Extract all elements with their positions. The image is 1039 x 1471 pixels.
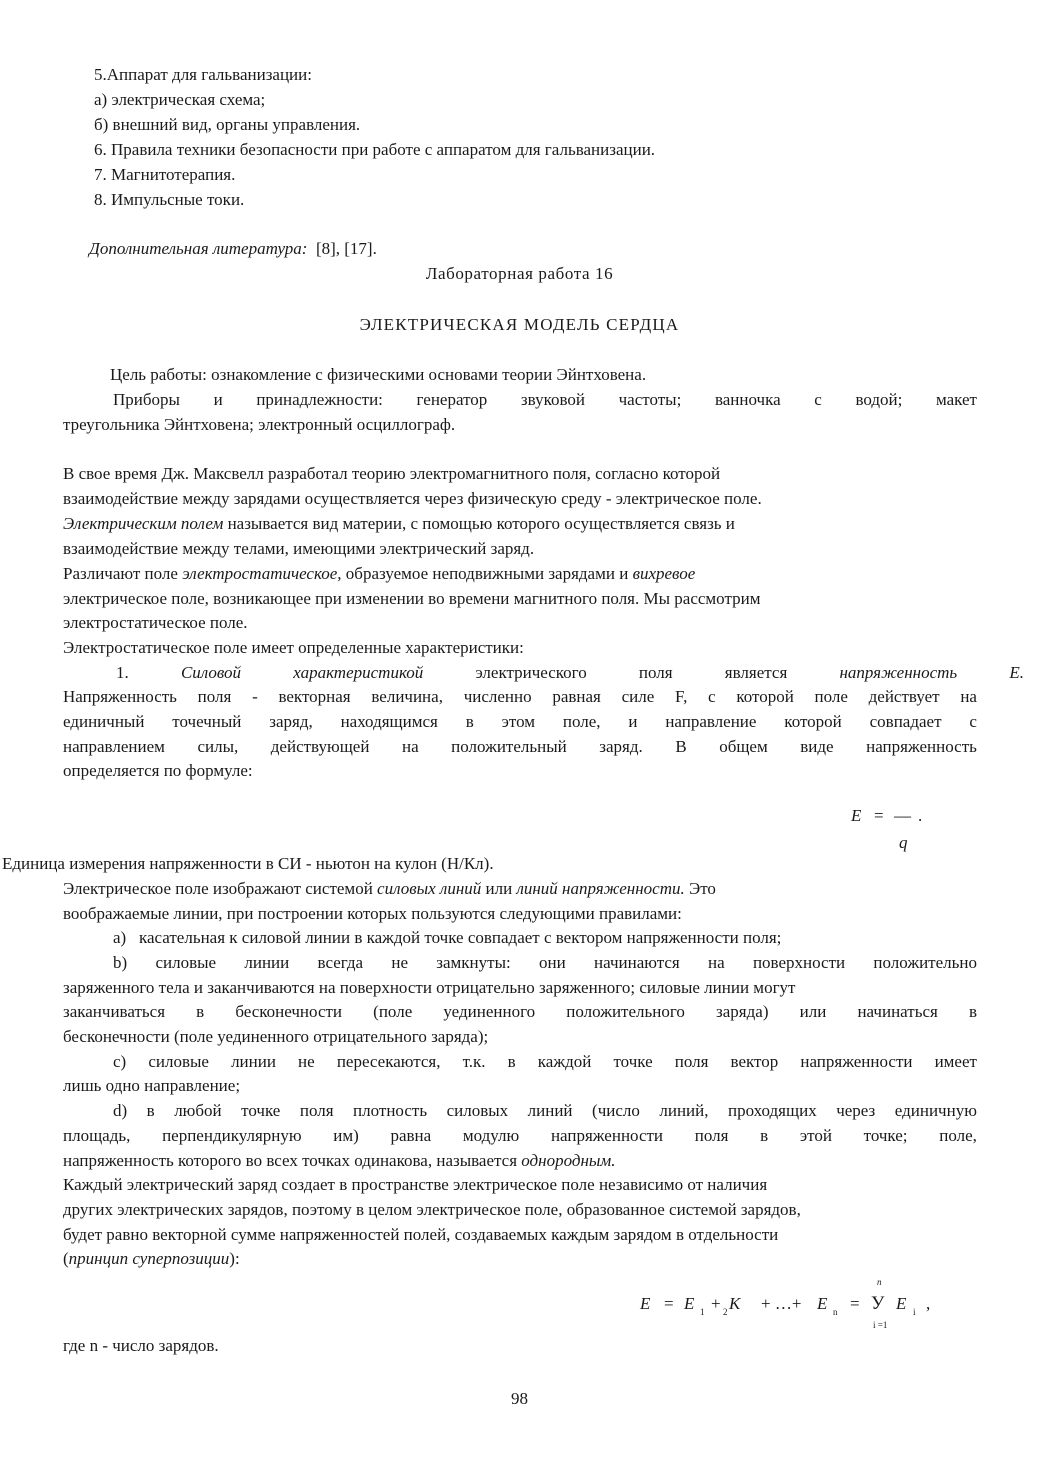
- paragraph-line: В свое время Дж. Максвелл разработал теорию электромагнитного поля, согласно которой: [63, 464, 721, 483]
- paragraph-line: электрическое поле, возникающее при изменении во времени магнитного поля. Мы рассмотрим: [63, 589, 761, 608]
- characteristic-line-3: единичный точечный заряд, находящимся в этом поле, и направление которой совпадает с: [63, 712, 977, 731]
- list-item-6: 6. Правила техники безопасности при работе с аппаратом для гальванизации.: [94, 140, 656, 159]
- rule-d-line-3: напряженность которого во всех точках одинакова, называется однородным.: [63, 1151, 616, 1170]
- page-title: ЭЛЕКТРИЧЕСКАЯ МОДЕЛЬ СЕРДЦА: [359, 315, 680, 334]
- list-item-5: 5.Аппарат для гальванизации:: [94, 65, 312, 84]
- unit-line: Единица измерения напряженности в СИ - ньютон на кулон (Н/Кл).: [2, 854, 494, 873]
- literature-label: Дополнительная литература:: [89, 239, 308, 258]
- literature-refs: [8], [17].: [315, 239, 377, 258]
- rule-b-line-4: бесконечности (поле уединенного отрицательного заряда);: [63, 1027, 489, 1046]
- list-item-5b: б) внешний вид, органы управления.: [94, 115, 361, 134]
- rule-d-line-2: площадь, перпендикулярную им) равна модулю напряженности поля в этой точке; поле,: [63, 1126, 977, 1145]
- paragraph-line: электростатическое поле.: [63, 613, 248, 632]
- paragraph-line: Электрическое поле изображают системой силовых линий или линий напряженности. Это: [63, 879, 716, 898]
- rule-c-line-1: c) силовые линии не пересекаются, т.к. в каждой точке поля вектор напряженности имеет: [113, 1052, 977, 1071]
- additional-literature: [89, 238, 377, 260]
- list-item-8: 8. Импульсные токи.: [94, 190, 245, 209]
- equipment-line-1: Приборы и принадлежности: генератор звуковой частоты; ванночка с водой; макет: [113, 390, 977, 409]
- paragraph-line: Электростатическое поле имеет определенные характеристики:: [63, 638, 524, 657]
- paragraph-line: других электрических зарядов, поэтому в целом электрическое поле, образованное системой зарядов,: [63, 1200, 801, 1219]
- paragraph-line: Каждый электрический заряд создает в пространстве электрическое поле независимо от наличия: [63, 1175, 768, 1194]
- rule-d-line-1: d) в любой точке поля плотность силовых линий (число линий, проходящих через единичную: [113, 1101, 977, 1120]
- paragraph-line: взаимодействие между зарядами осуществляется через физическую среду - электрическое поле.: [63, 489, 762, 508]
- characteristic-line-1: 1. Силовой характеристикой электрического поля является напряженность E.: [116, 663, 1024, 682]
- characteristic-line-4: направлением силы, действующей на положительный заряд. В общем виде напряженность: [63, 737, 977, 756]
- purpose-line: Цель работы: ознакомление с физическими основами теории Эйнтховена.: [110, 365, 647, 384]
- rule-b-line-3: заканчиваться в бесконечности (поле уединенного положительного заряда) или начинаться в: [63, 1002, 977, 1021]
- characteristic-line-2: Напряженность поля - векторная величина, численно равная силе F, с которой поле действует на: [63, 687, 977, 706]
- paragraph-line: (принцип суперпозиции):: [63, 1249, 240, 1268]
- paragraph-line: Электрическим полем называется вид материи, с помощью которого осуществляется связь и: [63, 514, 735, 533]
- rule-b-line-1: b) силовые линии всегда не замкнуты: они начинаются на поверхности положительно: [113, 953, 977, 972]
- paragraph-line: определяется по формуле:: [63, 761, 253, 780]
- list-item-7: 7. Магнитотерапия.: [94, 165, 236, 184]
- paragraph-line: воображаемые линии, при построении которых пользуются следующими правилами:: [63, 904, 682, 923]
- list-item-5a: а) электрическая схема;: [94, 90, 266, 109]
- rule-a: a) касательная к силовой линии в каждой точке совпадает с вектором напряженности поля;: [113, 928, 782, 947]
- where-line: где n - число зарядов.: [63, 1336, 219, 1355]
- page-number: 98: [511, 1389, 528, 1408]
- paragraph-line: Различают поле электростатическое, образуемое неподвижными зарядами и вихревое: [63, 564, 696, 583]
- lab-number: Лабораторная работа 16: [425, 264, 614, 283]
- rule-b-line-2: заряженного тела и заканчиваются на поверхности отрицательно заряженного; силовые линии могут: [63, 978, 796, 997]
- equipment-line-2: треугольника Эйнтховена; электронный осциллограф.: [63, 415, 456, 434]
- paragraph-line: будет равно векторной сумме напряженностей полей, создаваемых каждым зарядом в отдельности: [63, 1225, 779, 1244]
- rule-c-line-2: лишь одно направление;: [63, 1076, 241, 1095]
- paragraph-line: взаимодействие между телами, имеющими электрический заряд.: [63, 539, 535, 558]
